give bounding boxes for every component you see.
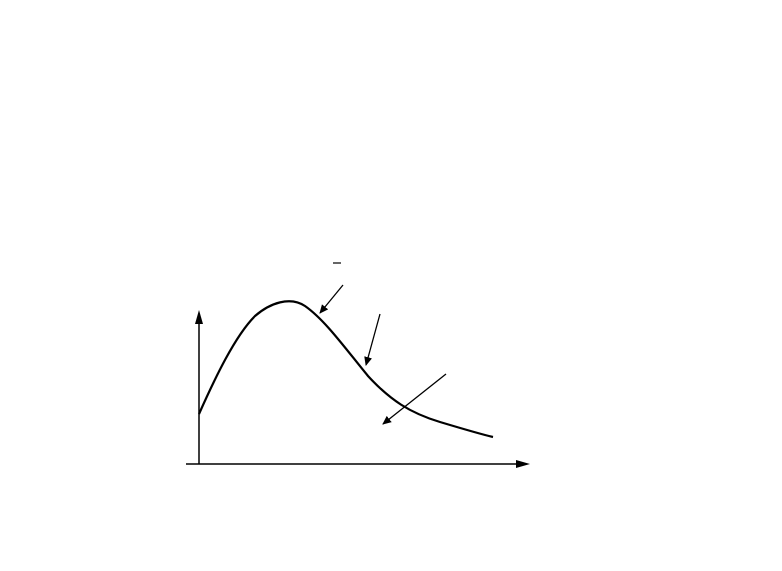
x-axis-arrow — [516, 460, 530, 468]
figure-svg — [0, 258, 782, 520]
y-axis-arrow — [195, 310, 203, 324]
figure-1-18 — [0, 258, 782, 520]
analog-curve — [199, 301, 493, 437]
leader-yhat — [320, 285, 343, 313]
leader-y-curve — [366, 314, 380, 365]
